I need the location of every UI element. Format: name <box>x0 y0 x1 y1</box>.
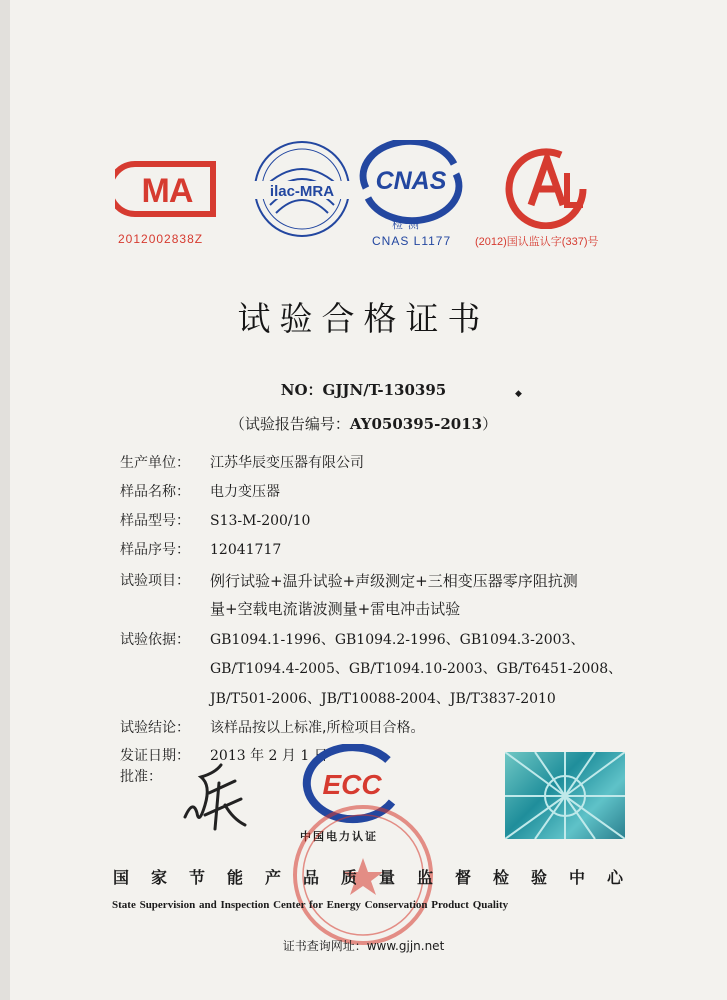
verification-url: 证书查询网址：www.gjjn.net <box>282 939 445 953</box>
ilac-mra-logo <box>252 139 352 243</box>
cnas-subtitle: 检 测 <box>392 219 421 231</box>
ecc-caption: 中国电力认证 <box>300 830 378 843</box>
cal-logo <box>495 141 595 233</box>
print-mark: ◆ <box>515 389 522 399</box>
producer-label: 生产单位： <box>120 455 190 471</box>
model-label: 样品型号： <box>120 513 190 529</box>
serial-value: 12041717 <box>210 542 282 558</box>
certificate-title: 试验合格证书 <box>237 299 490 338</box>
issue-date-label: 发证日期： <box>120 748 190 764</box>
items-line-2: 量+空载电流谐波测量+雷电冲击试验 <box>210 600 461 618</box>
svg-text:MA: MA <box>141 172 193 210</box>
report-prefix: （试验报告编号： <box>229 415 350 433</box>
serial-label: 样品序号： <box>120 542 190 558</box>
cal-code: (2012)国认监认字(337)号 <box>475 236 599 248</box>
basis-line-3: JB/T501-2006、JB/T10088-2004、JB/T3837-2010 <box>210 691 556 707</box>
number-label: NO： <box>280 381 323 399</box>
report-number <box>0 413 727 434</box>
report-value: AY050395-2013 <box>349 415 483 433</box>
hologram-sticker <box>505 752 625 839</box>
basis-line-2: GB/T1094.4-2005、GB/T1094.10-2003、GB/T6451-2008、 <box>210 661 623 677</box>
svg-text:ECC: ECC <box>322 769 382 800</box>
model-value: S13-M-200/10 <box>210 513 311 529</box>
basis-label: 试验依据： <box>120 632 190 648</box>
cma-code: 2012002838Z <box>118 232 204 246</box>
sample-name-value: 电力变压器 <box>210 484 280 500</box>
items-line-1: 例行试验+温升试验+声级测定+三相变压器零序阻抗测 <box>210 572 578 590</box>
center-name-en: State Supervision and Inspection Center for Energy Conservation Product Quality <box>112 899 509 911</box>
sample-name-label: 样品名称： <box>120 484 190 500</box>
producer-value: 江苏华辰变压器有限公司 <box>210 455 364 471</box>
basis-line-1: GB1094.1-1996、GB1094.2-1996、GB1094.3-2003、 <box>210 632 585 648</box>
report-suffix: ） <box>482 415 498 433</box>
cnas-logo <box>358 140 464 228</box>
center-name-cn: 国家节能产品质量监督检验中心 <box>113 868 646 887</box>
certificate-number <box>0 379 727 400</box>
signature <box>175 755 255 839</box>
svg-text:CNAS: CNAS <box>375 167 447 195</box>
items-label: 试验项目： <box>120 573 190 589</box>
issue-date-value: 2013 年 2 月 1 日 <box>210 748 328 764</box>
svg-text:ilac-MRA: ilac-MRA <box>269 183 335 200</box>
conclusion-value: 该样品按以上标准,所检项目合格。 <box>210 720 425 736</box>
approval-label: 批准： <box>120 769 162 785</box>
conclusion-label: 试验结论： <box>120 720 190 736</box>
number-value: GJJN/T-130395 <box>322 381 447 399</box>
cnas-code: CNAS L1177 <box>372 234 452 248</box>
cma-logo <box>115 158 220 224</box>
